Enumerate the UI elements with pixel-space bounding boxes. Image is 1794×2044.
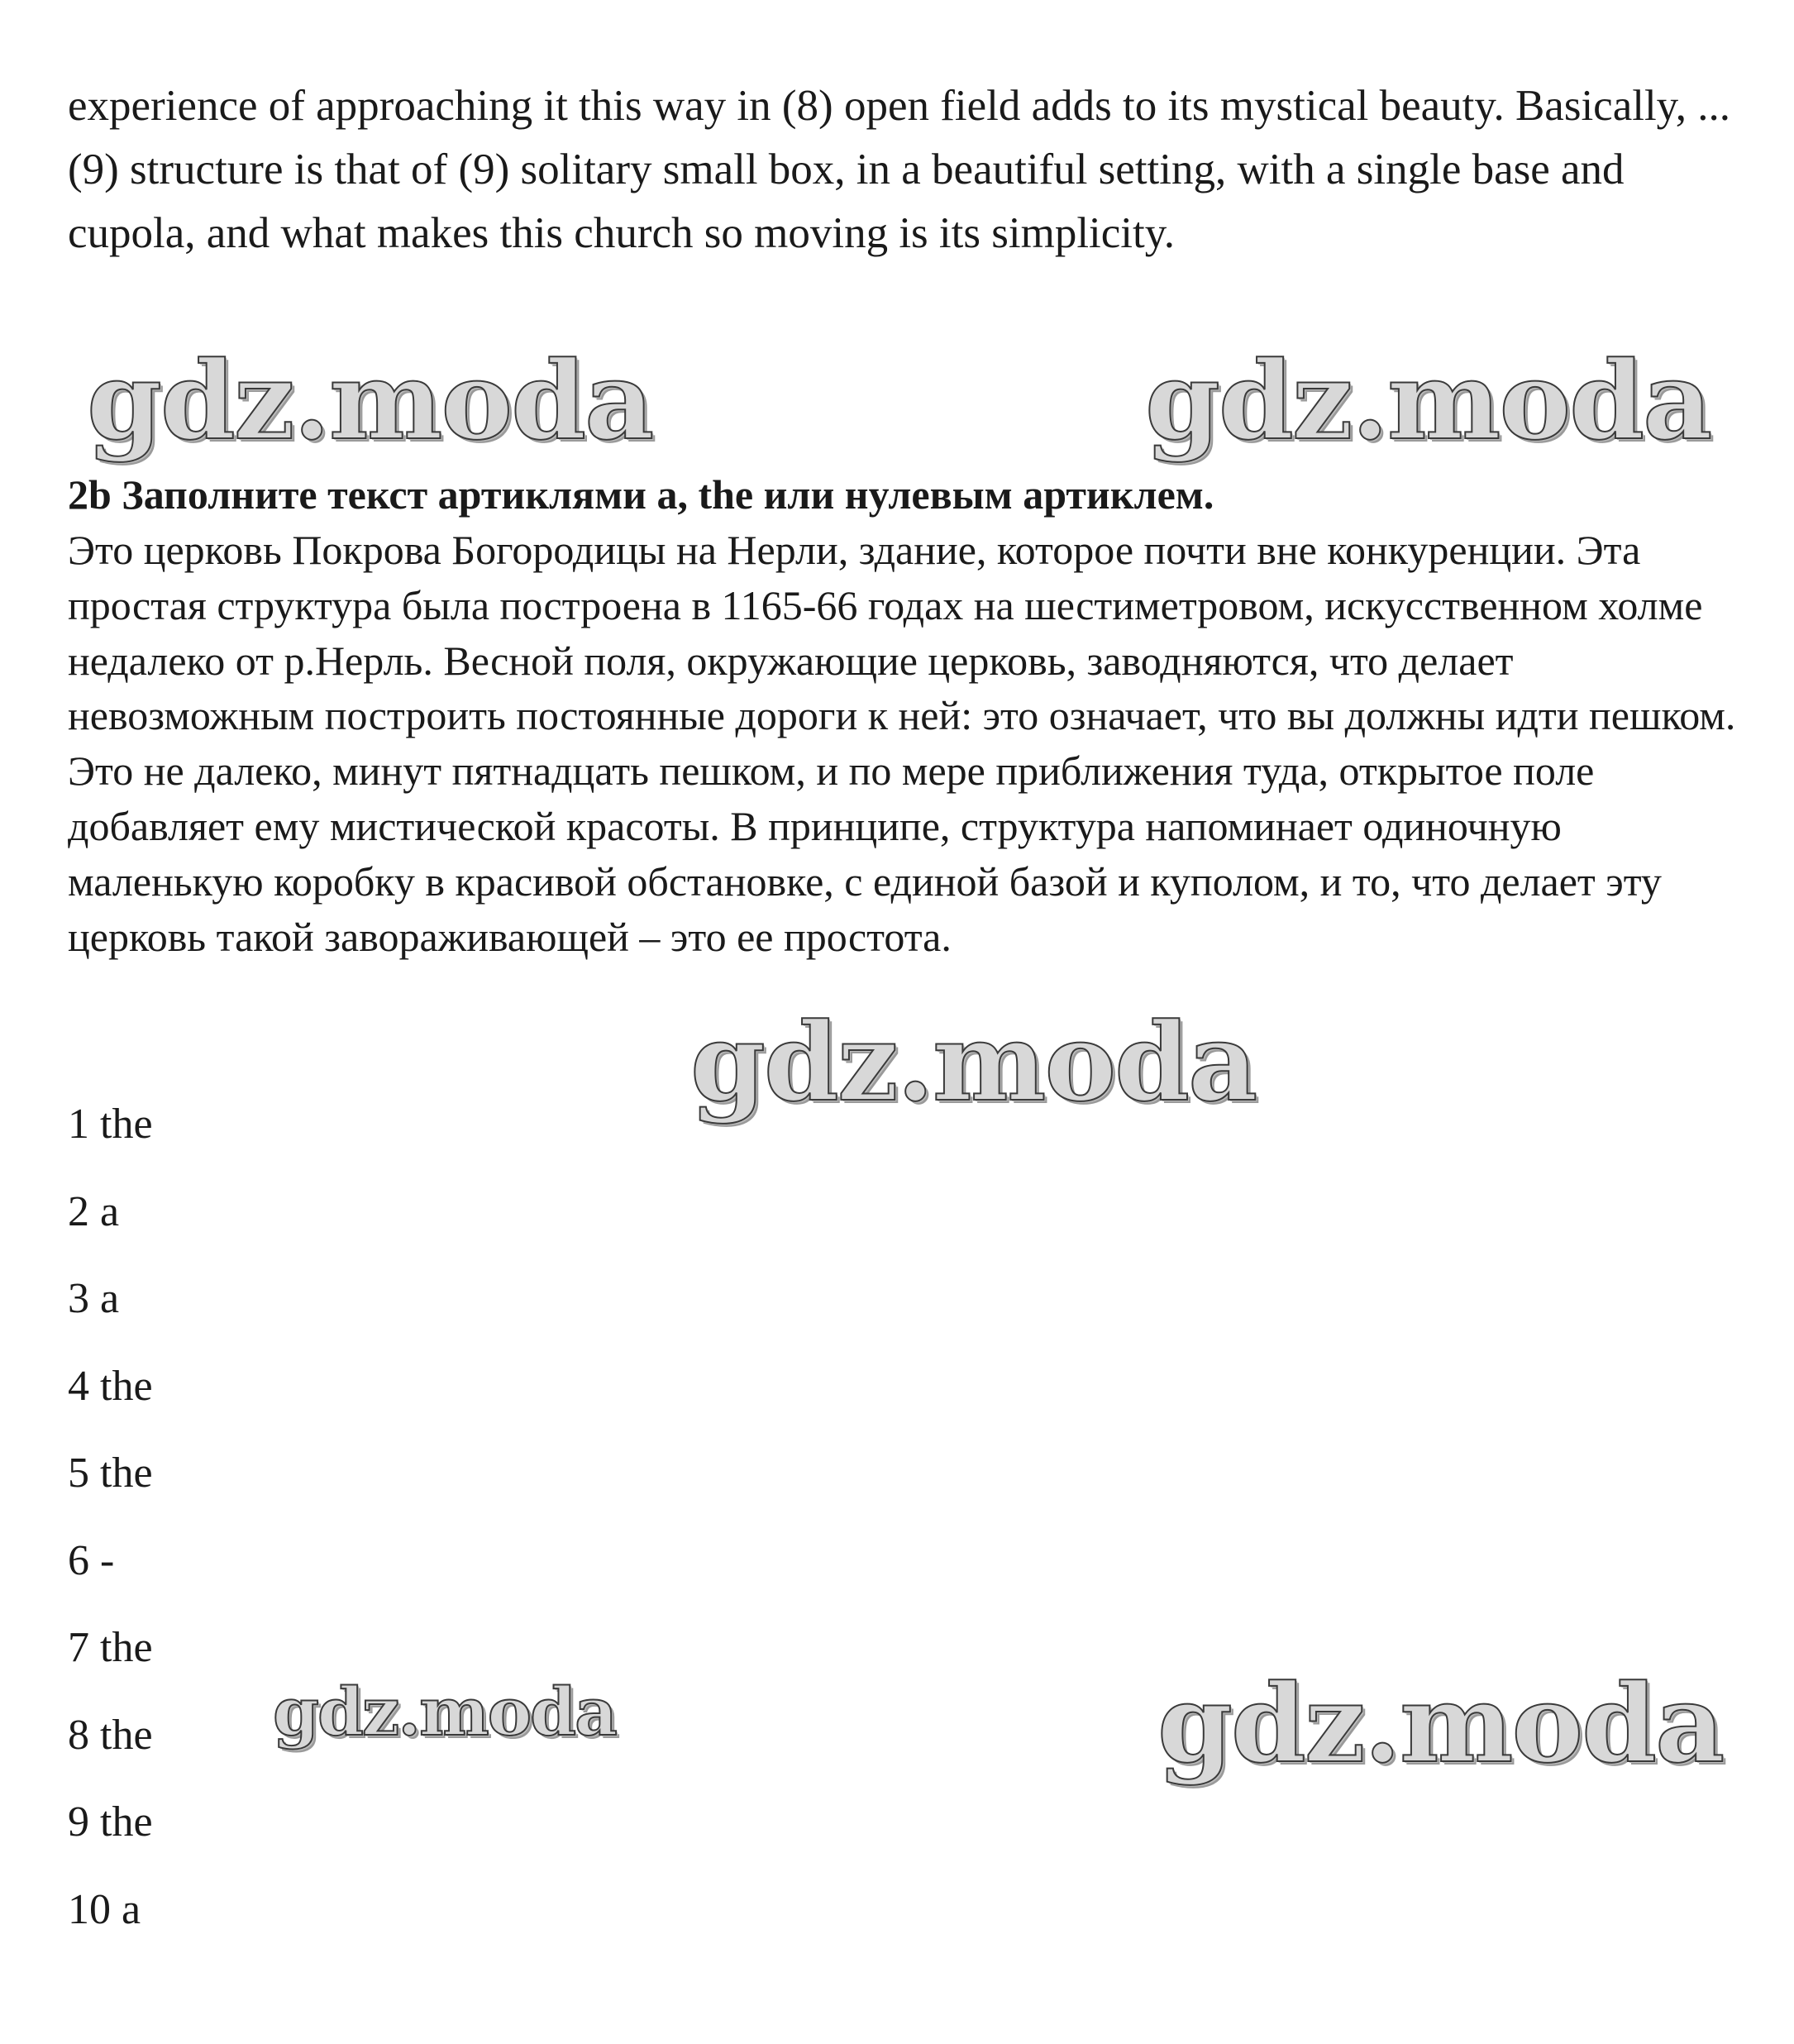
watermark-logo: gdz.moda: [1145, 337, 1711, 464]
answer-list: [68, 1100, 153, 1972]
answer-item: 6 -: [68, 1536, 115, 1584]
watermark-logo: gdz.moda: [87, 337, 653, 464]
answer-item: 1 the: [68, 1101, 153, 1148]
russian-translation: Это церковь Покрова Богородицы на Нерли, здание, которое почти вне конкуренции. Эта простая структура была построена в 1165-66 годах на шестиметровом, искусственном холме недалеко от р.Нерль. Весной поля, окружающие церковь, заводняются, что делает невозможным построить постоянные дороги к ней: это означает, что вы должны идти пешком. Это не далеко, минут пятнадцать пешком, и по мере приближения туда, открытое поле добавляет ему мистической красоты. В принципе, структура напоминает одиночную маленькую коробку в красивой обстановке, с единой базой и куполом, и то, что делает эту церковь такой завораживающей – это ее простота.: [68, 527, 1736, 960]
answer-item: 8 the: [68, 1711, 153, 1759]
answer-item: 7 the: [68, 1624, 153, 1671]
answer-item: 9 the: [68, 1798, 153, 1846]
answer-item: 5 the: [68, 1449, 153, 1497]
watermark-logo: gdz.moda: [273, 1673, 616, 1750]
watermark-logo: gdz.moda: [690, 999, 1257, 1125]
answer-item: 2 a: [68, 1187, 120, 1235]
english-paragraph: experience of approaching it this way in (8) open field adds to its mystical beauty. Basically, ... (9) structure is that of (9) solitary small box, in a beautiful setting, with a single base and cupola, and what makes this church so moving is its simplicity.: [68, 82, 1730, 257]
answer-item: 4 the: [68, 1362, 153, 1410]
task-title: 2b Заполните текст артиклями a, the или нулевым артиклем.: [68, 471, 1214, 518]
answer-item: 3 a: [68, 1275, 120, 1322]
watermark-logo: gdz.moda: [1157, 1660, 1724, 1787]
answer-item: 10 a: [68, 1885, 141, 1933]
